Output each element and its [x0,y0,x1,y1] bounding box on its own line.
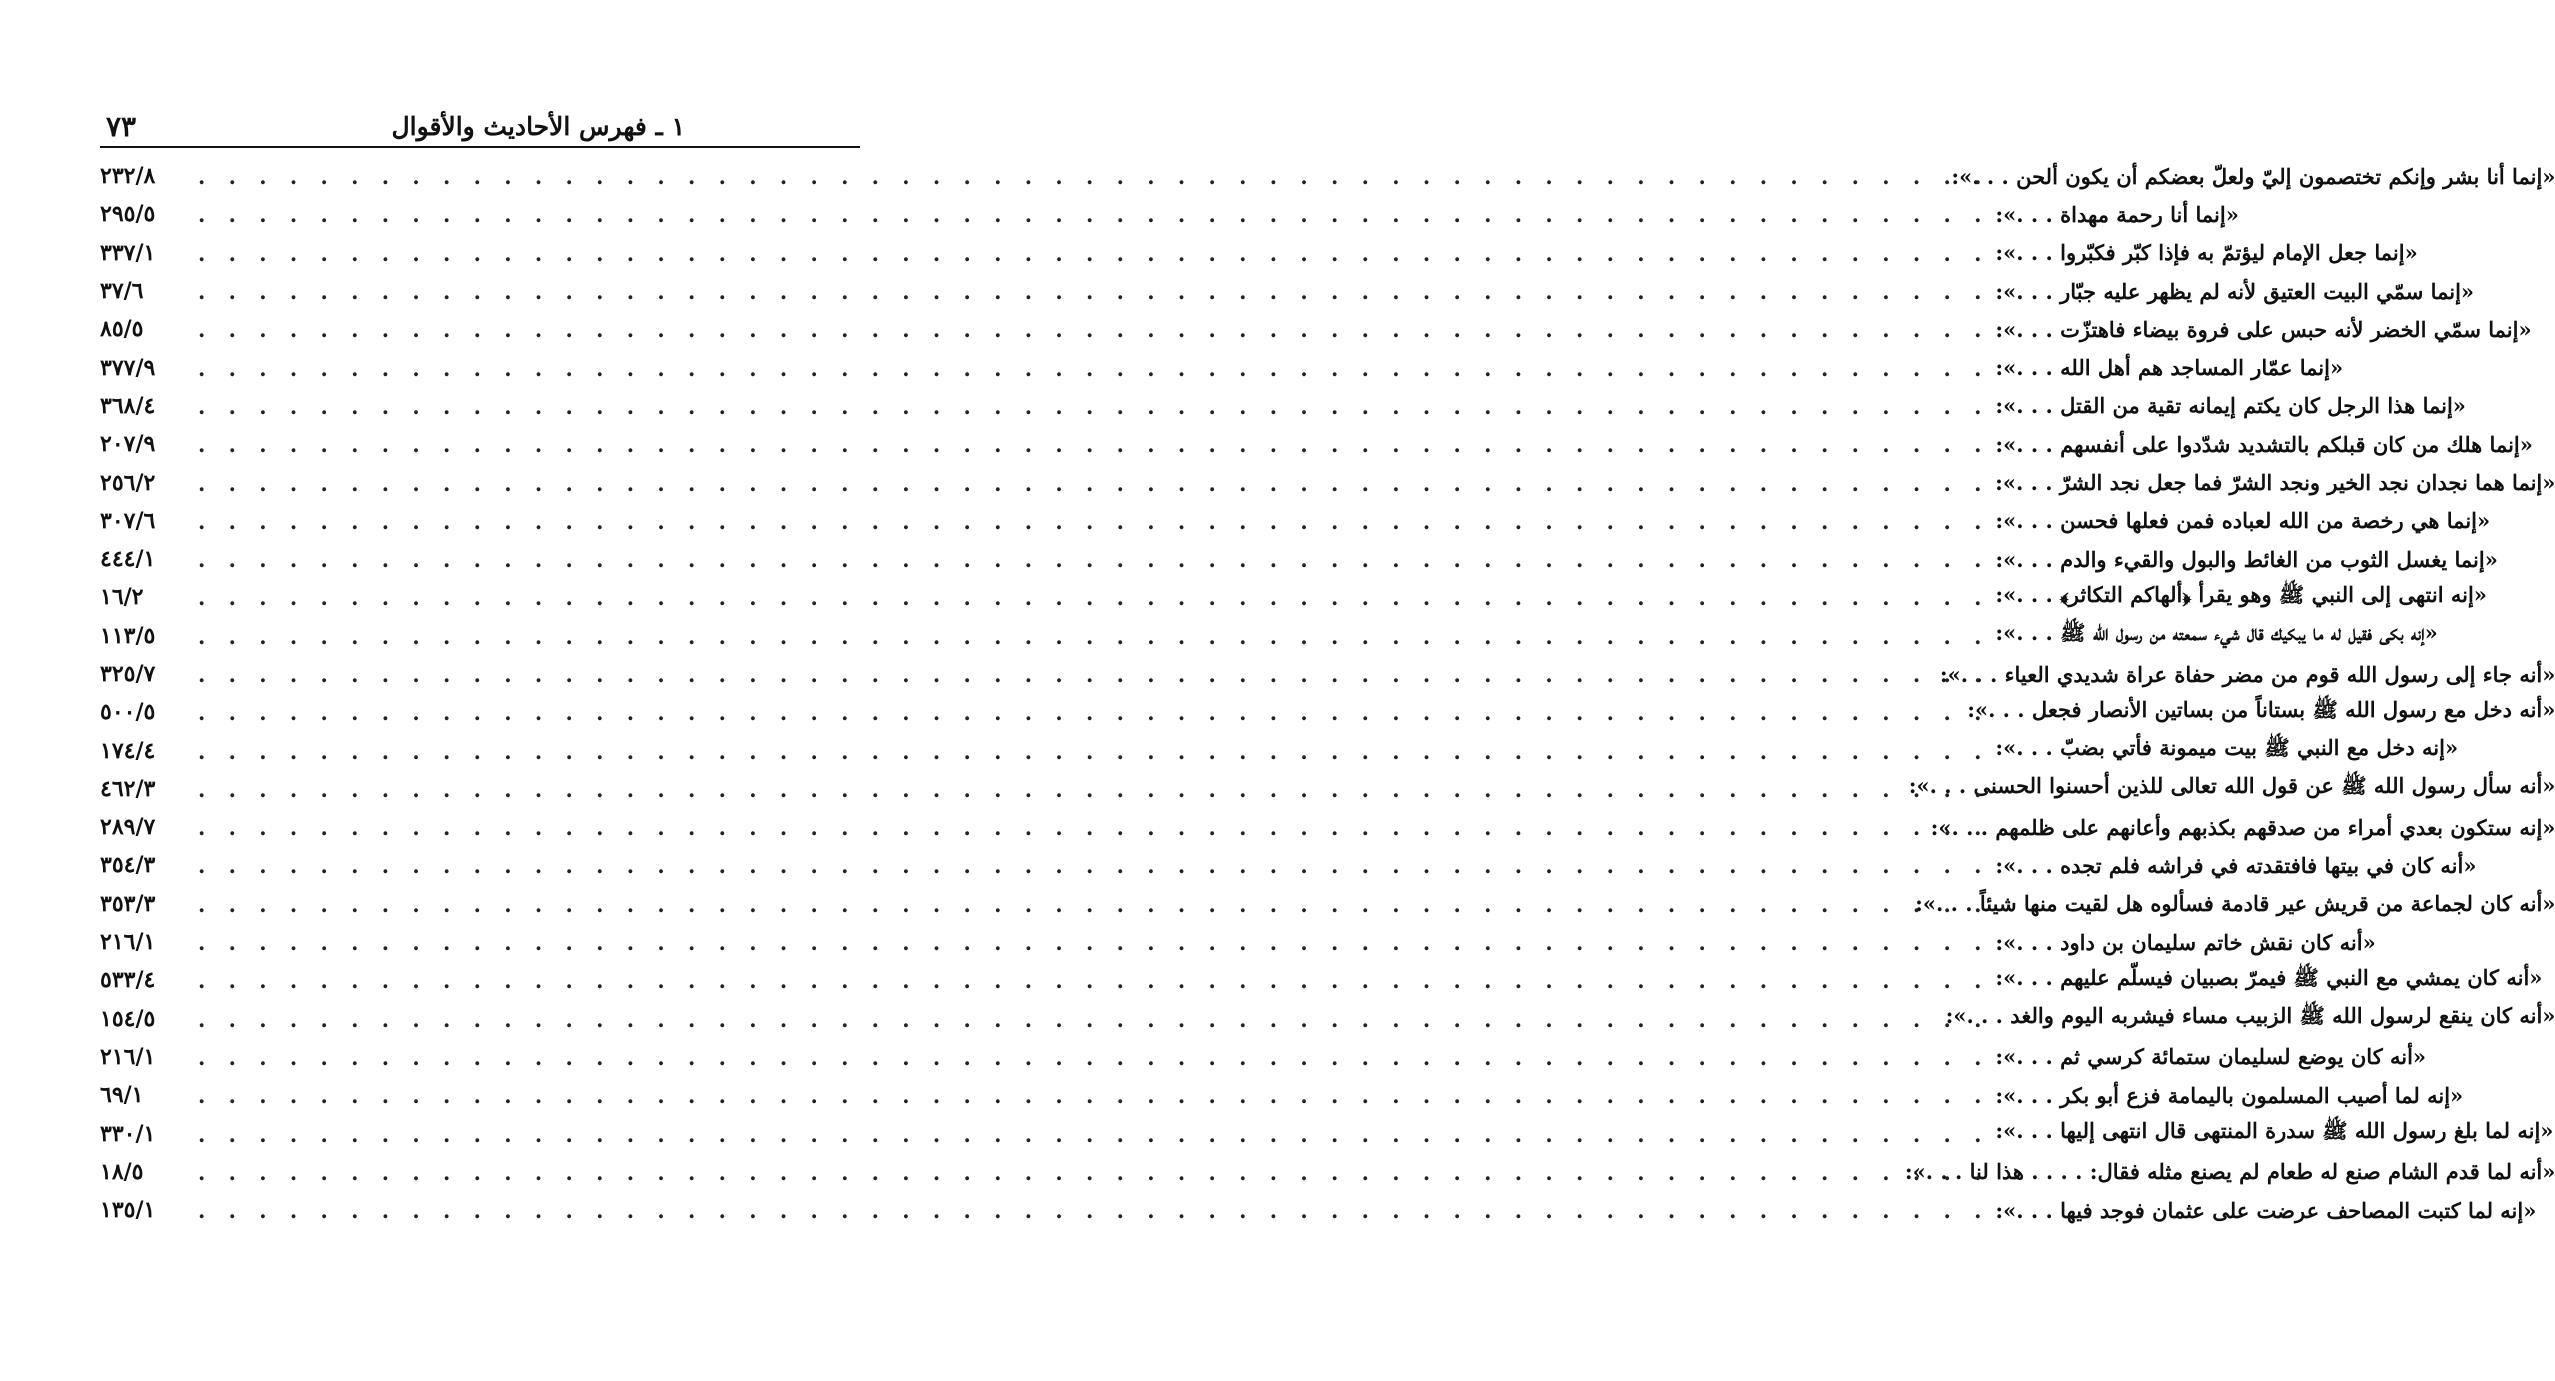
leader-dots [198,664,1989,684]
index-entry [100,272,2475,310]
leader-dots [198,855,1989,875]
index-entry [100,348,2344,386]
leader-dots [198,281,1989,301]
leader-dots [198,319,1989,339]
entry-reference: ٢١٦/١ [100,1043,156,1070]
index-entry [100,463,2555,501]
index-entry [100,770,2555,808]
index-entry [100,1191,2537,1229]
entry-reference: ١٨/٥ [100,1158,144,1185]
entry-reference: ٣٢٥/٧ [100,661,156,687]
index-entry [100,502,2491,540]
entry-reference: ٣٧٧/٩ [100,354,156,381]
running-title: ١ ـ فهرس الأحاديث والأقوال [391,112,685,141]
entry-text: «إنما هذا الرجل كان يكتم إيمانه تقية من القتل . . .»: [1995,393,2466,419]
entry-text: «إنما هي رخصة من الله لعباده فمن فعلها فحسن . . .»: [1995,508,2491,534]
entry-text: «أنه دخل مع رسول الله ﷺ بستاناً من بساتين الأنصار فجعل . . .»: [1967,696,2555,722]
entry-reference: ٢٨٩/٧ [100,814,156,841]
index-entries [100,157,2555,1229]
leader-dots [198,779,1989,799]
index-entry [100,1153,2555,1191]
entry-text: «إنما أنا بشر وإنكم تختصمون إليّ ولعلّ بعضكم أن يكون ألحن . . .»: [1951,163,2555,189]
leader-dots [198,741,1989,761]
entry-reference: ١١٣/٥ [100,622,156,649]
index-entry [100,731,2459,769]
leader-dots [198,473,1989,493]
index-entry [100,425,2533,463]
leader-dots [198,587,1989,607]
entry-text: «إنما يغسل الثوب من الغائط والبول والقيء والدم . . .»: [1995,546,2498,572]
index-entry [100,387,2466,425]
leader-dots [198,549,1989,569]
entry-reference: ٣٣٧/١ [100,239,156,266]
entry-text: «أنه كان يمشي مع النبي ﷺ فيمرّ بصبيان فيسلّم عليهم . . .»: [1995,964,2543,990]
entry-reference: ٣٠٧/٦ [100,507,156,534]
leader-dots [198,1124,1989,1144]
entry-text: «إنما أنا رحمة مهداة . . .»: [1995,201,2239,227]
entry-text: «أنه كان ينقع لرسول الله ﷺ الزبيب مساء فيشربه اليوم والغد . . .»: [1945,1003,2555,1029]
entry-reference: ٣٣٠/١ [100,1120,156,1147]
entry-reference: ٣٥٣/٣ [100,890,156,917]
entry-reference: ٣٧/٦ [100,278,144,305]
index-entry [100,1038,2427,1076]
entry-text: «أنه كان في بيتها فافتقدته في فراشه فلم تجده . . .»: [1995,852,2477,878]
entry-text: «إنما هلك من كان قبلكم بالتشديد شدّدوا على أنفسهم . . .»: [1995,431,2533,457]
entry-text: «إنما جعل الإمام ليؤتمّ به فإذا كبّر فكبّروا . . .»: [1995,240,2418,266]
entry-text: «أنه جاء إلى رسول الله قوم من مضر حفاة عراة شديدي العياء . . .»: [1939,661,2555,687]
entry-text: «إنه بكى فقيل له ما يبكيك قال شيء سمعته من رسول الله ﷺ . . .»: [1995,620,2438,646]
entry-reference: ٤٤٤/١ [100,546,156,573]
index-entry [100,195,2239,233]
index-entry [100,961,2543,999]
leader-dots [198,204,1989,224]
entry-text: «إنه انتهى إلى النبي ﷺ وهو يقرأ ﴿ألهاكم التكاثر﴾ . . .»: [1995,581,2487,607]
entry-text: «أنه كان نقش خاتم سليمان بن داود . . .»: [1995,929,2376,955]
entry-reference: ٥٠٠/٥ [100,699,156,726]
entry-text: «إنما سمّي البيت العتيق لأنه لم يظهر عليه جبّار . . .»: [1995,278,2475,304]
entry-reference: ١٧٤/٤ [100,737,156,764]
leader-dots [198,396,1989,416]
index-entry [100,1114,2554,1152]
entry-text: «أنه كان لجماعة من قريش عير قادمة فسألوه هل لقيت منها شيئاً . . .»: [1915,891,2555,917]
leader-dots [198,1200,1989,1220]
entry-reference: ١٣٥/١ [100,1197,156,1224]
index-entry [100,846,2477,884]
leader-dots [198,817,1989,837]
entry-text: «إنه ستكون بعدي أمراء من صدقهم بكذبهم وأعانهم على ظلمهم . . .»: [1930,814,2555,840]
entry-reference: ٨٥/٥ [100,316,144,343]
index-entry [100,540,2498,578]
entry-reference: ٢١٦/١ [100,929,156,956]
page-number: ٧٣ [106,110,137,143]
entry-text: «إنه لما أصيب المسلمون باليمامة فزع أبو بكر . . .»: [1995,1082,2464,1108]
leader-dots [198,358,1989,378]
entry-text: «أنه كان يوضع لسليمان ستمائة كرسي ثم . . .»: [1995,1044,2427,1070]
leader-dots [198,1162,1989,1182]
entry-reference: ٢٩٥/٥ [100,201,156,228]
entry-reference: ٤٦٢/٣ [100,775,156,802]
index-entry [100,234,2418,272]
entry-reference: ٥٣٣/٤ [100,967,156,994]
index-entry [100,157,2555,195]
index-entry [100,617,2438,655]
leader-dots [198,626,1989,646]
header-rule [100,146,860,148]
index-entry [100,578,2487,616]
index-entry [100,655,2555,693]
index-entry [100,923,2376,961]
entry-reference: ٢٠٧/٩ [100,431,156,458]
leader-dots [198,1047,1989,1067]
entry-text: «إنه لما كتبت المصاحف عرضت على عثمان فوجد فيها . . .»: [1995,1197,2537,1223]
entry-reference: ٦٩/١ [100,1082,144,1109]
leader-dots [198,166,1989,186]
leader-dots [198,434,1989,454]
entry-reference: ٢٣٢/٨ [100,163,156,190]
index-entry [100,1076,2464,1114]
leader-dots [198,511,1989,531]
entry-text: «أنه لما قدم الشام صنع له طعام لم يصنع مثله فقال: . . . . هذا لنا . . .»: [1904,1159,2555,1185]
entry-text: «إنما هما نجدان نجد الخير ونجد الشرّ فما جعل نجد الشرّ . . .»: [1995,470,2555,496]
entry-reference: ١٦/٢ [100,584,144,611]
entry-reference: ٢٥٦/٢ [100,469,156,496]
entry-reference: ٣٥٤/٣ [100,852,156,879]
index-entry [100,885,2555,923]
index-entry [100,310,2532,348]
entry-reference: ١٥٤/٥ [100,1005,156,1032]
leader-dots [198,970,1989,990]
leader-dots [198,894,1989,914]
index-entry [100,808,2555,846]
entry-text: «إنه دخل مع النبي ﷺ بيت ميمونة فأتي بضبّ . . .»: [1995,735,2459,761]
index-entry [100,1000,2555,1038]
entry-text: «أنه سأل رسول الله ﷺ عن قول الله تعالى للذين أحسنوا الحسنى . . .»: [1908,773,2555,799]
entry-text: «إنما سمّي الخضر لأنه حبس على فروة بيضاء فاهتزّت . . .»: [1995,316,2532,342]
entry-reference: ٣٦٨/٤ [100,392,156,419]
entry-text: «إنما عمّار المساجد هم أهل الله . . .»: [1995,355,2344,381]
leader-dots [198,1009,1989,1029]
entry-text: «إنه لما بلغ رسول الله ﷺ سدرة المنتهى قال انتهى إليها . . .»: [1995,1118,2554,1144]
leader-dots [198,1085,1989,1105]
index-entry [100,693,2555,731]
leader-dots [198,702,1989,722]
leader-dots [198,932,1989,952]
leader-dots [198,243,1989,263]
